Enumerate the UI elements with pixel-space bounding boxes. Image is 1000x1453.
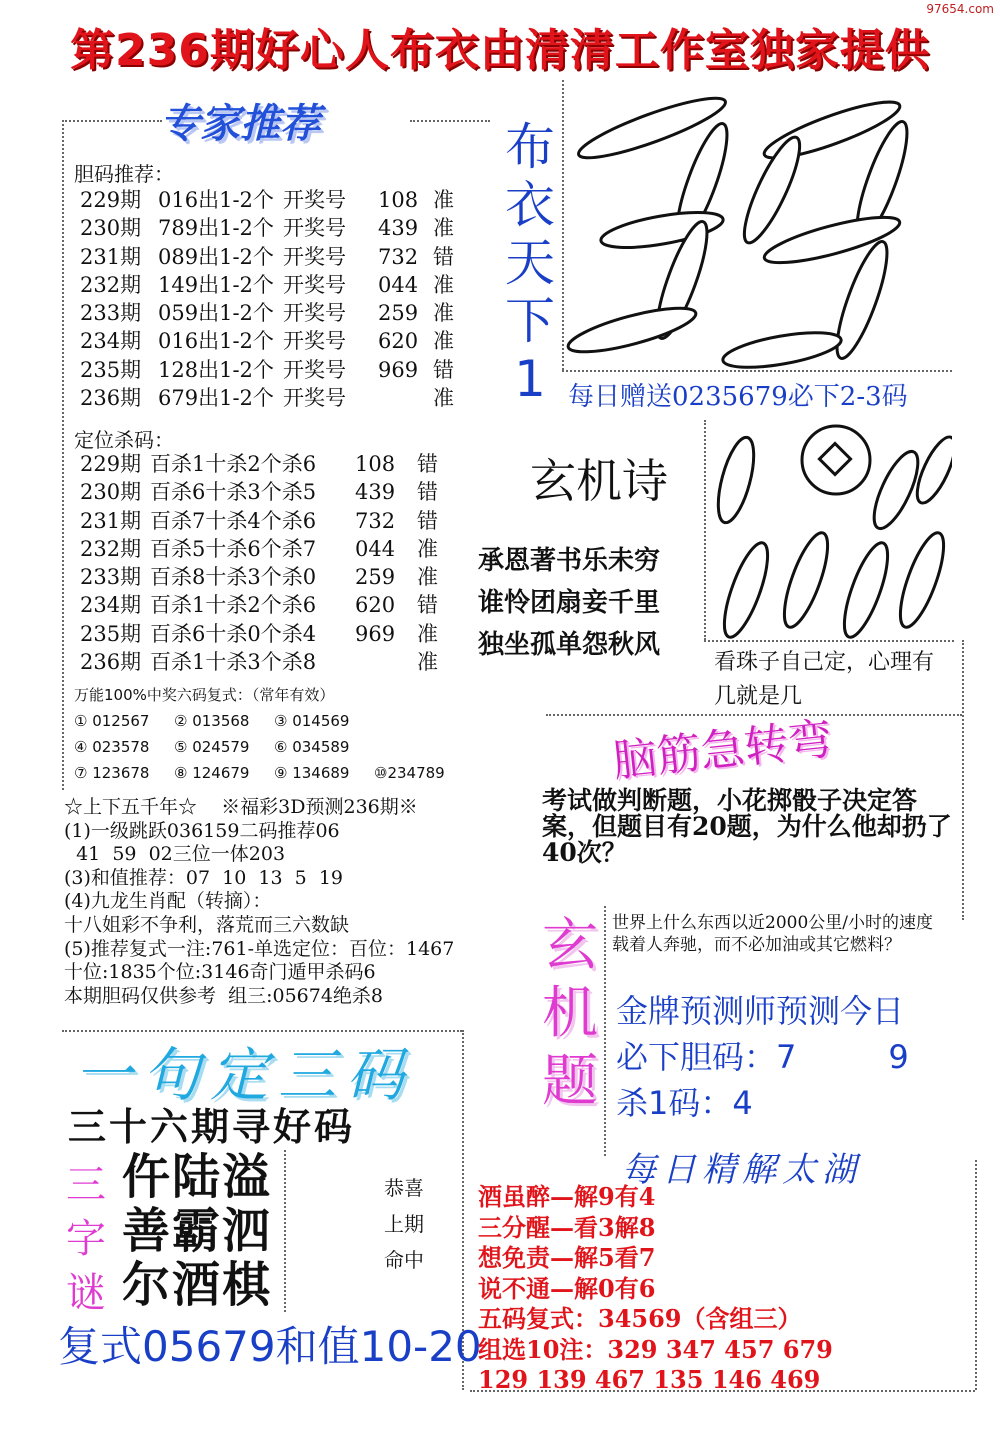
kill-cell: 235期 xyxy=(80,621,142,646)
wuqian-line: (5)推荐复式一注:761-单选定位：百位：1467 xyxy=(64,937,455,960)
divider xyxy=(62,120,162,122)
dan-cell: 开奖号 xyxy=(283,188,346,212)
dan-row xyxy=(80,327,454,355)
dan-cell: 准 xyxy=(433,216,454,241)
kill-cell: 错 xyxy=(417,480,438,505)
divider xyxy=(604,906,606,1156)
wuqian-line: 十八姐彩不争利，落荒而三六数缺 xyxy=(64,913,350,936)
dan-label: 胆码推荐： xyxy=(74,162,174,186)
fushi-item: ① 012567 xyxy=(74,712,150,730)
fushi-label: 万能100%中奖六码复式：（常年有效） xyxy=(74,686,335,704)
coin-beads-illustration xyxy=(706,420,952,642)
kill-cell: 百杀7十杀4个杀6 xyxy=(150,508,317,533)
kill-row xyxy=(80,535,438,563)
kill-row xyxy=(80,563,438,591)
dan-cell: 开奖号 xyxy=(283,386,346,411)
taihu-line: 说不通—解0有6 xyxy=(478,1273,656,1303)
kill-cell: 232期 xyxy=(80,536,142,561)
fushi-row xyxy=(74,734,474,760)
kill-row xyxy=(80,591,438,619)
fushi-item: ③ 014569 xyxy=(274,712,350,730)
fushi-row xyxy=(74,760,474,786)
dan-cell: 059出1-2个 xyxy=(158,301,274,326)
kill-cell: 百杀6十杀0个杀4 xyxy=(150,621,317,646)
wuqian-line: 十位:1835个位:3146奇门遁甲杀码6 xyxy=(64,961,376,984)
dan-cell: 232期 xyxy=(80,272,142,297)
xuanjiti-char: 题 xyxy=(542,1049,598,1114)
dan-cell: 679出1-2个 xyxy=(158,386,274,411)
dan-cell: 732 xyxy=(378,244,419,269)
gold-line1: 金牌预测师预测今日 xyxy=(616,992,905,1030)
dan-cell: 235期 xyxy=(80,357,142,382)
riddle-line: 善霸泗 xyxy=(122,1203,273,1259)
daily-gift: 每日赠送0235679必下2-3码 xyxy=(568,382,908,412)
kill-cell: 620 xyxy=(355,593,396,618)
kill-cell: 044 xyxy=(355,536,396,561)
buyi-char: 1 xyxy=(514,350,546,408)
divider xyxy=(62,120,64,790)
dan-cell: 044 xyxy=(378,272,419,297)
kill-cell: 230期 xyxy=(80,480,142,505)
wuqian-line: (1)一级跳跃036159二码推荐06 xyxy=(64,819,340,842)
expert-heading: 专家推荐 xyxy=(160,101,320,147)
riddle-line: 仵陆溢 xyxy=(122,1149,273,1205)
wuqian-line: ☆上下五千年☆ ※福彩3D预测236期※ xyxy=(64,796,418,818)
dan-cell: 开奖号 xyxy=(283,244,346,269)
taihu-line: 想免责—解5看7 xyxy=(478,1243,656,1272)
divider xyxy=(410,120,490,122)
fushi-item: ⑦ 123678 xyxy=(74,764,150,782)
divider xyxy=(975,1160,977,1390)
kill-cell: 百杀8十杀3个杀0 xyxy=(150,565,317,590)
xuanjiti-title xyxy=(540,912,600,1116)
dan-cell: 229期 xyxy=(80,188,142,212)
fushi-hezhi: 复式05679和值10-20 xyxy=(58,1322,482,1371)
sanzimi-char: 字 xyxy=(66,1216,106,1262)
dan-cell: 128出1-2个 xyxy=(158,357,274,382)
dan-cell xyxy=(378,384,433,412)
dan-cell: 969 xyxy=(378,357,419,382)
dan-cell: 开奖号 xyxy=(283,301,346,326)
kill-cell: 231期 xyxy=(80,508,142,533)
sanzimi-char: 三 xyxy=(66,1162,106,1208)
kill-row xyxy=(80,648,438,676)
dan-row xyxy=(80,356,454,384)
hit-line: 上期 xyxy=(384,1212,424,1236)
riddle-line: 尔酒棋 xyxy=(122,1257,273,1313)
fushi-item: ④ 023578 xyxy=(74,738,150,756)
hit-line: 恭喜 xyxy=(384,1176,424,1200)
gold-dan-label: 必下胆码： xyxy=(616,1038,777,1076)
kill-cell: 236期 xyxy=(80,650,142,675)
dan-cell: 准 xyxy=(433,329,454,354)
yiju-heading: 一句定三码 xyxy=(74,1041,415,1109)
kill-table xyxy=(80,450,438,676)
fushi-item: ⑩234789 xyxy=(374,764,445,782)
kill-cell: 439 xyxy=(355,480,396,505)
dan-row xyxy=(80,214,454,242)
poem-line: 独坐孤单怨秋风 xyxy=(478,630,661,660)
kill-row xyxy=(80,450,438,478)
kill-cell: 百杀1十杀3个杀8 xyxy=(150,650,317,675)
buyi-char: 下 xyxy=(505,292,555,350)
yiju-subheading: 三十六期寻好码 xyxy=(68,1105,356,1149)
taihu-line: 五码复式：34569（含组三） xyxy=(478,1304,802,1333)
taihu-line: 组选10注：329 347 457 679 xyxy=(478,1334,833,1364)
dan-cell: 789出1-2个 xyxy=(158,216,274,241)
dan-cell: 089出1-2个 xyxy=(158,244,274,269)
dan-cell: 开奖号 xyxy=(283,216,346,241)
kill-cell: 错 xyxy=(417,452,438,476)
dan-cell: 236期 xyxy=(80,386,142,411)
fushi-item: ⑧ 124679 xyxy=(174,764,250,782)
fushi-item: ⑨ 134689 xyxy=(274,764,350,782)
taihu-line: 酒虽醉—解9有4 xyxy=(478,1182,656,1211)
dan-cell: 233期 xyxy=(80,301,142,326)
kill-row xyxy=(80,507,438,535)
kill-cell: 百杀5十杀6个杀7 xyxy=(150,536,317,561)
sanzimi-label xyxy=(62,1158,110,1320)
dan-table xyxy=(80,186,454,412)
kill-cell: 准 xyxy=(417,565,438,590)
dan-cell: 错 xyxy=(433,357,454,382)
dan-cell: 149出1-2个 xyxy=(158,272,274,297)
dan-cell: 016出1-2个 xyxy=(158,188,274,212)
fushi-grid xyxy=(74,708,474,786)
wuqian-line: (3)和值推荐：07 10 13 5 19 xyxy=(64,866,344,889)
poem xyxy=(478,540,660,666)
dan-row xyxy=(80,271,454,299)
hit-note xyxy=(384,1170,424,1278)
dan-cell: 230期 xyxy=(80,216,142,241)
dan-row xyxy=(80,186,454,214)
beads-note: 看珠子自己定，心理有几就是几 xyxy=(714,650,935,709)
dan-cell: 234期 xyxy=(80,329,142,354)
kill-label: 定位杀码： xyxy=(74,428,174,452)
taihu-lines xyxy=(478,1182,833,1396)
sanzimi-char: 谜 xyxy=(66,1270,106,1316)
riddle-block xyxy=(122,1150,286,1312)
dan-cell: 016出1-2个 xyxy=(158,329,274,354)
gold-dan-b: 9 xyxy=(888,1038,909,1076)
xuanji-title: 玄机诗 xyxy=(530,454,668,508)
buyi-char: 天 xyxy=(505,234,555,292)
naojin-title: 脑筋急转弯 xyxy=(610,713,835,788)
kill-row xyxy=(80,478,438,506)
dan-row xyxy=(80,299,454,327)
kill-cell: 错 xyxy=(417,508,438,533)
dan-cell: 620 xyxy=(378,329,419,354)
dan-cell: 108 xyxy=(378,188,419,212)
kill-cell xyxy=(355,648,417,676)
taihu-line: 三分醒—看3解8 xyxy=(478,1212,656,1242)
kill-cell: 准 xyxy=(417,650,438,675)
fushi-item: ② 013568 xyxy=(174,712,250,730)
watermark: 97654.com xyxy=(926,2,994,16)
dan-cell: 错 xyxy=(433,244,454,269)
bead-digits-illustration xyxy=(562,80,962,372)
kill-cell: 108 xyxy=(355,452,396,476)
dan-cell: 开奖号 xyxy=(283,272,346,297)
dan-row xyxy=(80,243,454,271)
gold-line3: 杀1码：4 xyxy=(616,1084,753,1122)
wuqian-line: 41 59 02三位一体203 xyxy=(64,843,286,866)
hit-line: 命中 xyxy=(384,1248,424,1272)
kill-row xyxy=(80,620,438,648)
kill-cell: 百杀1十杀2个杀6 xyxy=(150,593,317,618)
xuanjiti-question: 世界上什么东西以近2000公里/小时的速度载着人奔驰，而不必加油或其它燃料？ xyxy=(612,913,933,955)
kill-cell: 732 xyxy=(355,508,396,533)
kill-cell: 229期 xyxy=(80,452,142,476)
kill-cell: 233期 xyxy=(80,565,142,590)
kill-cell: 准 xyxy=(417,621,438,646)
xuanjiti-char: 机 xyxy=(542,981,598,1046)
dan-cell: 231期 xyxy=(80,244,142,269)
dan-cell: 准 xyxy=(433,272,454,297)
poem-line: 承恩著书乐未穷 xyxy=(478,546,661,576)
buyi-char: 衣 xyxy=(505,176,555,234)
taihu-line: 129 139 467 135 146 469 xyxy=(478,1365,821,1394)
fushi-item: ⑤ 024579 xyxy=(174,738,250,756)
dan-cell: 259 xyxy=(378,301,419,326)
buyi-title xyxy=(500,118,560,408)
kill-cell: 错 xyxy=(417,593,438,618)
gold-dan-a: 7 xyxy=(776,1038,797,1076)
wuqian-line: (4)九龙生肖配（转摘）： xyxy=(64,890,272,913)
dan-cell: 准 xyxy=(433,188,454,212)
wuqian-line: 本期胆码仅供参考 组三:05674绝杀8 xyxy=(64,984,384,1007)
kill-cell: 234期 xyxy=(80,593,142,618)
taihu-title: 每日精解太湖 xyxy=(622,1150,862,1190)
dan-cell: 开奖号 xyxy=(283,329,346,354)
fushi-row xyxy=(74,708,474,734)
kill-cell: 准 xyxy=(417,536,438,561)
gold-line2 xyxy=(616,1034,909,1080)
kill-cell: 百杀6十杀3个杀5 xyxy=(150,480,317,505)
naojin-question: 考试做判断题，小花掷骰子决定答案，但题目有20题，为什么他却扔了40次？ xyxy=(542,786,952,867)
dan-cell: 439 xyxy=(378,216,419,241)
wuqian-block xyxy=(64,796,454,1008)
kill-cell: 969 xyxy=(355,621,396,646)
buyi-char: 布 xyxy=(505,118,555,176)
kill-cell: 百杀1十杀2个杀6 xyxy=(150,452,317,476)
fushi-item: ⑥ 034589 xyxy=(274,738,350,756)
dan-cell: 准 xyxy=(433,301,454,326)
dan-cell: 准 xyxy=(433,386,454,411)
divider xyxy=(962,640,964,920)
xuanjiti-char: 玄 xyxy=(542,913,598,978)
dan-cell: 开奖号 xyxy=(283,357,346,382)
dan-row xyxy=(80,384,454,412)
kill-cell: 259 xyxy=(355,565,396,590)
page-title: 第236期好心人布衣由清清工作室独家提供 xyxy=(70,25,930,76)
poem-line: 谁怜团扇妾千里 xyxy=(478,588,661,618)
